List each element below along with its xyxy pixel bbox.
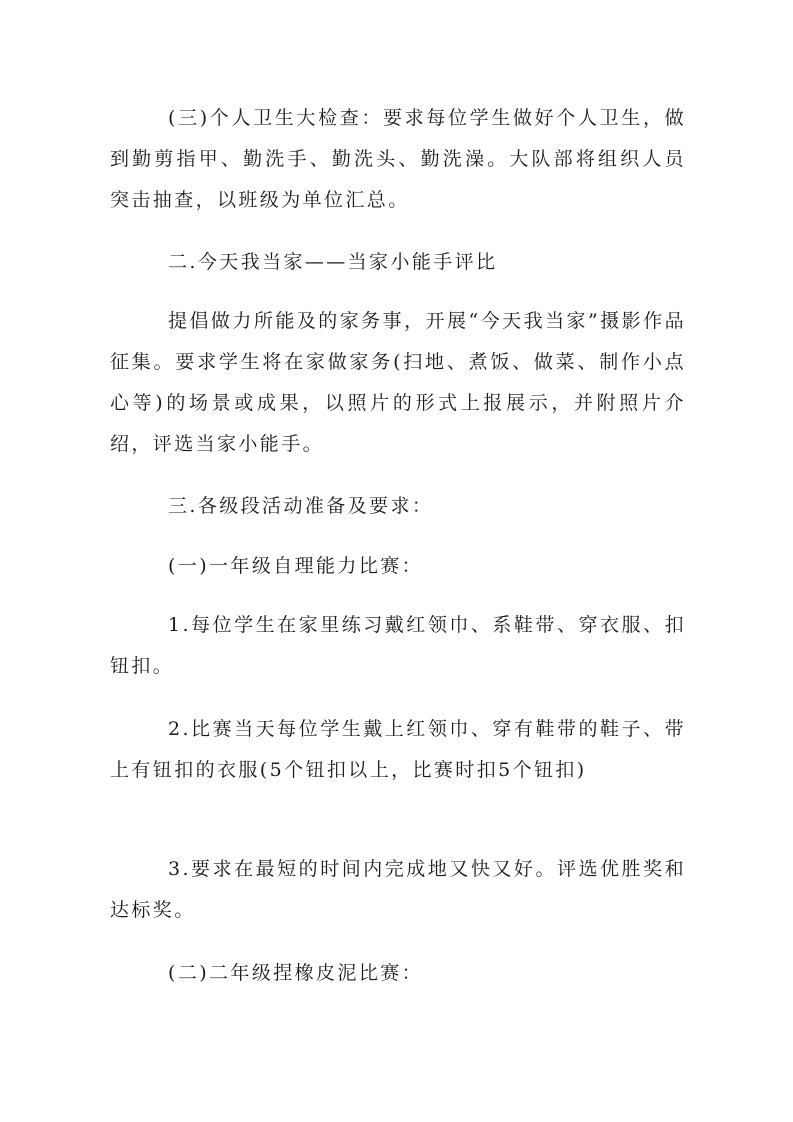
list-item-3: 3.要求在最短的时间内完成地又快又好。评选优胜奖和达标奖。	[110, 858, 686, 921]
list-item-2: 2.比赛当天每位学生戴上红领巾、穿有鞋带的鞋子、带上有钮扣的衣服(5个钮扣以上，比赛时扣5个钮扣)	[110, 718, 686, 781]
list-item-1: 1.每位学生在家里练习戴红领巾、系鞋带、穿衣服、扣钮扣。	[110, 614, 686, 677]
paragraph-personal-hygiene: (三)个人卫生大检查：要求每位学生做好个人卫生，做到勤剪指甲、勤洗手、勤洗头、勤洗澡。大队部将组织人员突击抽查，以班级为单位汇总。	[110, 107, 686, 211]
paragraph-home-helper: 提倡做力所能及的家务事，开展“今天我当家”摄影作品征集。要求学生将在家做家务(扫地、煮饭、做菜、制作小点心等)的场景或成果，以照片的形式上报展示，并附照片介绍，评选当家小能手。	[110, 310, 686, 455]
section-heading-grade-activities: 三.各级段活动准备及要求：	[168, 495, 434, 517]
section-heading-home-helper: 二.今天我当家——当家小能手评比	[168, 251, 498, 273]
subheading-grade-two: (二)二年级捏橡皮泥比赛：	[168, 962, 424, 984]
subheading-grade-one: (一)一年级自理能力比赛：	[168, 555, 424, 577]
